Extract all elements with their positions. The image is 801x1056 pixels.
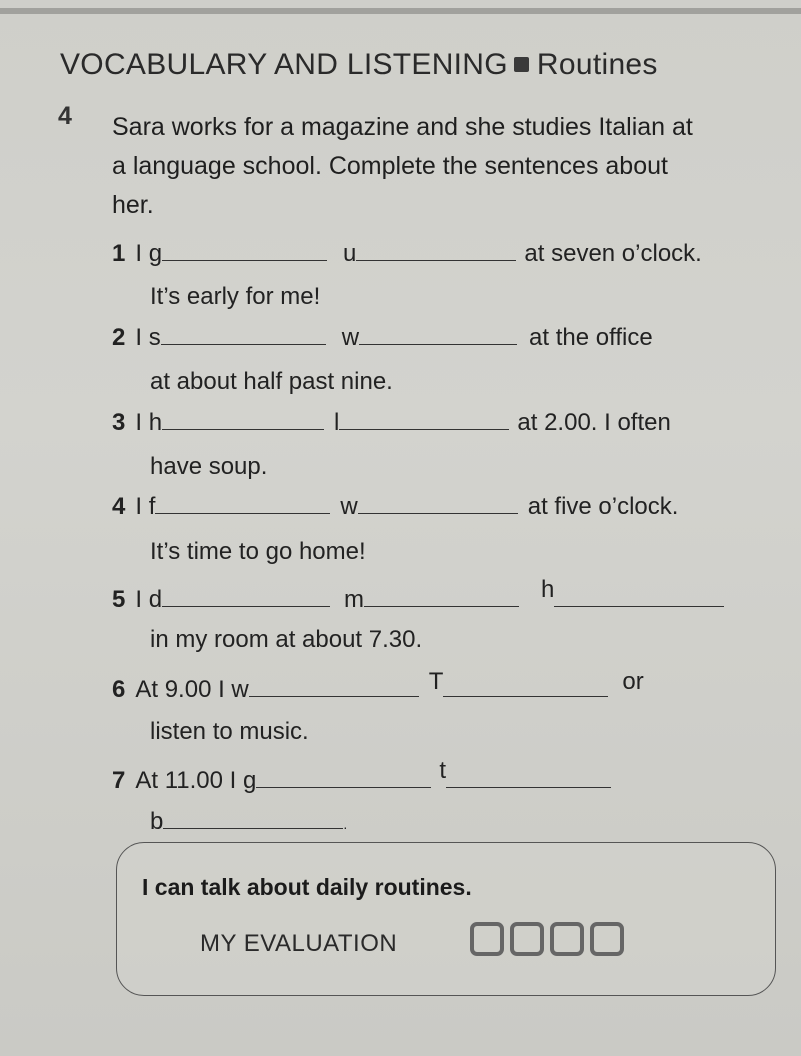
item-number: 5: [112, 586, 126, 613]
answer-blank[interactable]: [161, 343, 326, 345]
heading-title: VOCABULARY AND LISTENING: [60, 48, 508, 81]
evaluation-checkbox-2[interactable]: [510, 922, 544, 956]
self-evaluation-box: [116, 842, 776, 996]
item-prompt-2: t: [439, 757, 447, 784]
answer-blank[interactable]: [162, 605, 330, 607]
item-prompt-1: I d: [135, 586, 163, 613]
can-do-statement: I can talk about daily routines.: [142, 874, 472, 900]
answer-blank[interactable]: [364, 605, 519, 607]
item-number: 4: [112, 493, 126, 520]
top-rule: [0, 8, 801, 14]
answer-blank[interactable]: [554, 605, 724, 607]
item-number: 6: [112, 676, 126, 703]
answer-blank[interactable]: [358, 512, 518, 514]
item-prompt-2: T: [428, 668, 444, 695]
item-prompt-2: u: [343, 240, 357, 267]
item-6: [112, 668, 644, 704]
item-number: 3: [112, 409, 126, 436]
item-prompt-b: b: [150, 808, 164, 835]
answer-blank[interactable]: [155, 512, 330, 514]
item-prompt-2: w: [341, 324, 360, 351]
item-7-continuation: b .: [150, 808, 348, 835]
answer-blank[interactable]: [446, 786, 611, 788]
exercise-number: 4: [58, 102, 72, 130]
item-7: [112, 757, 611, 795]
item-prompt-1: I h: [135, 409, 163, 436]
item-prompt-3: at seven o’clock.: [524, 240, 702, 267]
item-5-continuation: in my room at about 7.30.: [150, 626, 423, 653]
section-heading: [60, 48, 658, 82]
item-6-continuation: listen to music.: [150, 718, 309, 745]
answer-blank[interactable]: [256, 786, 431, 788]
evaluation-checkbox-1[interactable]: [470, 922, 504, 956]
item-3-continuation: have soup.: [150, 453, 268, 480]
item-prompt-3: or: [622, 668, 644, 695]
item-1: [112, 240, 702, 268]
item-prompt-3: at the office: [529, 324, 653, 351]
evaluation-checkboxes: [470, 922, 624, 956]
item-prompt-3: at five o’clock.: [527, 493, 679, 520]
item-2-continuation: at about half past nine.: [150, 368, 393, 395]
item-number: 7: [112, 767, 126, 794]
item-prompt-2: m: [344, 586, 365, 613]
item-2: [112, 324, 653, 352]
item-4: [112, 493, 678, 521]
item-prompt-1: At 9.00 I w: [135, 676, 249, 703]
evaluation-checkbox-4[interactable]: [590, 922, 624, 956]
square-bullet-icon: [514, 57, 529, 72]
answer-blank[interactable]: [359, 343, 517, 345]
item-prompt-3: at 2.00. I often: [517, 409, 671, 436]
item-prompt-1: At 11.00 I g: [135, 767, 257, 794]
item-prompt-1: I g: [135, 240, 163, 267]
answer-blank[interactable]: [249, 695, 419, 697]
item-4-continuation: It’s time to go home!: [150, 538, 366, 565]
answer-blank[interactable]: [356, 259, 516, 261]
item-prompt-3: h: [541, 576, 555, 603]
item-prompt-2: l: [334, 409, 340, 436]
evaluation-label: MY EVALUATION: [200, 930, 398, 957]
answer-blank[interactable]: [339, 428, 509, 430]
item-prompt-1: I f: [135, 493, 156, 520]
item-5: [112, 576, 724, 614]
answer-blank[interactable]: [163, 827, 343, 829]
item-3: [112, 409, 671, 437]
answer-blank[interactable]: [162, 428, 324, 430]
heading-subtitle: Routines: [536, 48, 658, 81]
answer-blank[interactable]: [162, 259, 327, 261]
exercise-instructions: Sara works for a magazine and she studies Italian at a language school. Complete the sentences about her.: [112, 113, 693, 219]
evaluation-checkbox-3[interactable]: [550, 922, 584, 956]
item-prompt-2: w: [340, 493, 358, 520]
item-number: 1: [112, 240, 126, 267]
item-1-continuation: It’s early for me!: [150, 283, 321, 310]
answer-blank[interactable]: [443, 695, 608, 697]
item-number: 2: [112, 324, 126, 351]
item-prompt-1: I s: [135, 324, 161, 351]
